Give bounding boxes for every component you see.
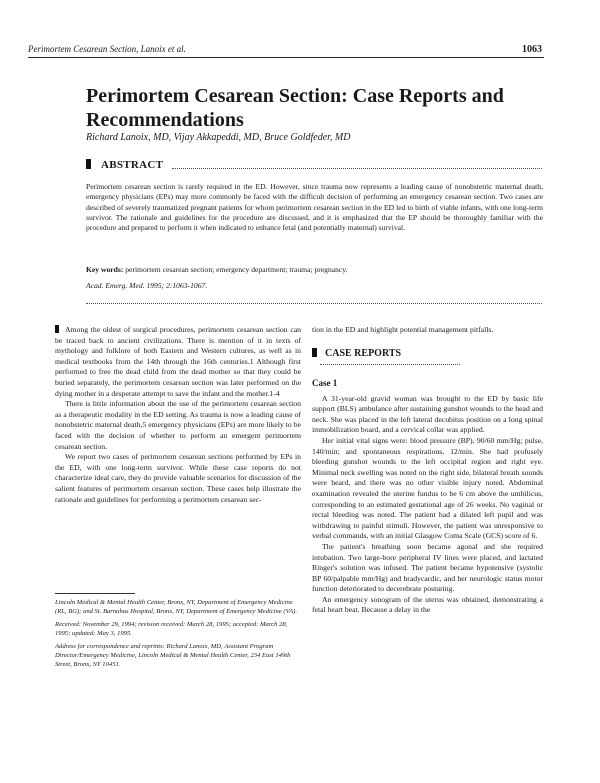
case-paragraph: An emergency sonogram of the uterus was obtained, demonstrating a fetal heart beat. Because a delay in the: [312, 594, 543, 615]
correspondence-note: Address for correspondence and reprints: Richard Lanoix, MD, Assistant Program Director/Emergency Medicine, Lincoln Medical & Mental Health Center, 234 East 149th Street, Bronx, NY 10451.: [55, 643, 291, 668]
keywords-label: Key words:: [86, 265, 124, 274]
section-marker-icon: [86, 159, 91, 169]
affiliation-notes: [55, 599, 301, 674]
abstract-end-rule: [86, 303, 542, 304]
header-rule: [28, 57, 544, 58]
continuation-text: tion in the ED and highlight potential management pitfalls.: [312, 325, 494, 334]
abstract-dotted-rule: [172, 168, 542, 169]
keywords: [86, 265, 543, 274]
author-list: Richard Lanoix, MD, Vijay Akkapeddi, MD, Bruce Goldfeder, MD: [86, 132, 351, 143]
keywords-value: perimortem cesarean section; emergency department; trauma; pregnancy.: [125, 265, 348, 274]
case-subheading: Case 1: [312, 377, 338, 388]
abstract-text: Perimortem cesarean section is rarely required in the ED. However, since trauma now represents a leading cause of nonobstetric maternal death, emergency physicians (EPs) may more commonly be faced with the difficult decision of performing an emergency cesarean section. Two cases are described of severely traumatized pregnant patients for whom perimortem cesarean section in the ED led to birth of viable infants, with one long-term survivor. The rationale and guidelines for the procedure are discussed, and it is emphasized that the EP should be thoroughly familiar with the procedure and prepared to perform it when indicated to enhance fetal (and potentially maternal) survival.: [86, 182, 543, 233]
body-paragraph: We report two cases of perimortem cesarean sections performed by EPs in the ED, with one long-term survivor. While these case reports do not characterize ideal care, they do provide valuable scenarios for discussion of the salient features of perimortem cesarean section. These cases help illustrate the rationale and guidelines for performing a perimortem cesarean sec-: [55, 452, 301, 504]
article-title: Perimortem Cesarean Section: Case Reports and Recommendations: [86, 85, 504, 131]
dates-note: Received: November 29, 1994; revision received: March 28, 1995; accepted: March 28, 1995; updated: May 3, 1995.: [55, 621, 288, 637]
abstract-heading-label: ABSTRACT: [101, 159, 164, 171]
affiliation-note: Lincoln Medical & Mental Health Center, Bronx, NY, Department of Emergency Medicine (RL, BG); and St. Barnabas Hospital, Bronx, NY, Department of Emergency Medicine (VA).: [55, 599, 297, 615]
section-marker-icon: [55, 325, 59, 333]
running-header-left: Perimortem Cesarean Section, Lanoix et al.: [28, 44, 186, 54]
section-marker-icon: [312, 348, 317, 357]
section-dotted-rule: [320, 364, 460, 365]
left-column: [55, 325, 301, 505]
abstract-heading: [86, 159, 163, 171]
citation: Acad. Emerg. Med. 1995; 2:1063-1067.: [86, 281, 208, 290]
body-paragraph: There is little information about the use of the perimortem cesarean section as a therapeutic modality in the ED setting. As trauma is now a leading cause of nonobstetric maternal death,5 emergency physicians (EPs) are more likely to be faced with the decision of whether to perform an emergent perimortem cesarean section.: [55, 399, 301, 451]
case-paragraph: The patient's breathing soon became agonal and she required intubation. Two large-bore peripheral IV lines were placed, and lactated Ringer's solution was infused. The patient became hypotensive (systolic BP 60/palpable mm/Hg) and bradycardic, and her neurologic status motor function deteriorated to decerebrate posturing.: [312, 541, 543, 594]
page-number: 1063: [522, 44, 542, 55]
section-heading: [312, 348, 543, 370]
section-heading-label: CASE REPORTS: [325, 347, 402, 359]
right-column: [312, 325, 543, 616]
body-paragraph: [55, 325, 301, 399]
footnote-rule: [55, 593, 135, 594]
case-paragraph: Her initial vital signs were: blood pressure (BP), 90/60 mm/Hg; pulse, 140/min; and spontaneous respirations, 12/min. She had profusely bleeding gunshot wounds to the left occipital region and right eye. Minimal neck swelling was noted on the right side, bilateral breath sounds were heard, and there was no other visible injury noted. Abdominal examination revealed the uterine fundus to be 6 cm above the umbilicus, corresponding to an estimated gestational age of 26 weeks. No vaginal or rectal bleeding was noted. The patient had a dilated left pupil and was withdrawing to painful stimuli. However, the patient was unresponsive to verbal commands, with an initial Glasgow Coma Scale (GCS) score of 6.: [312, 435, 543, 541]
case-paragraph: A 31-year-old gravid woman was brought to the ED by basic life support (BLS) ambulance after sustaining gunshot wounds to the head and neck. She was placed in the left lateral decubitus position on a long spinal immobilization board, and a cervical collar was applied.: [312, 393, 543, 435]
body-paragraph-text: Among the oldest of surgical procedures, perimortem cesarean section can be traced back to ancient civilizations. There is mention of it in texts of mythology and folklore of both Eastern and Western cultures, as well as in medical textbooks from the 14th through the 16th centuries.1 Although first performed to free the dead child from the dead mother so that they could be buried separately, the perimortem cesarean section was later performed on the dying mother in a desperate attempt to save the infant and the mother.1-4: [55, 325, 301, 398]
